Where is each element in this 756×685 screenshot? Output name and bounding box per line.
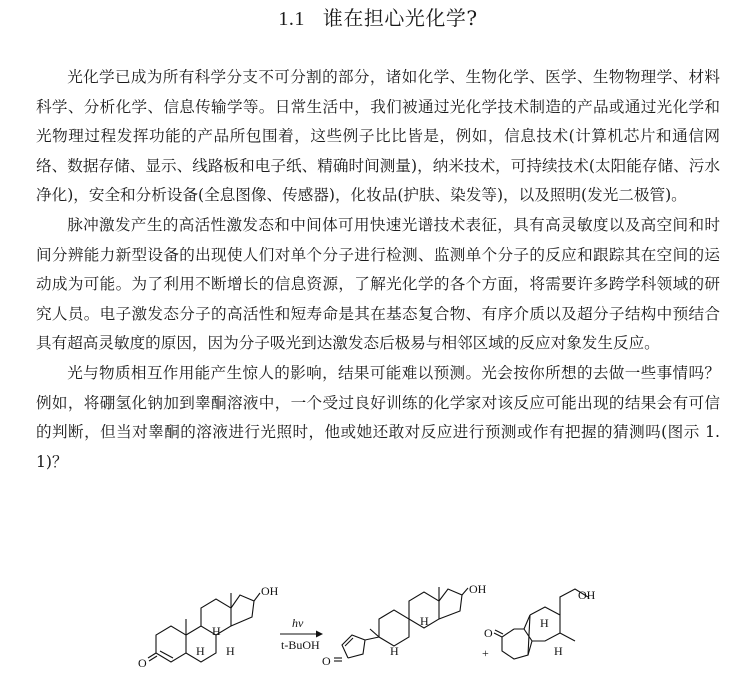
body-text — [36, 63, 720, 477]
product-1-h2-label: H — [390, 644, 399, 658]
arrow-condition-light: hν — [292, 616, 304, 630]
product-2-oh-label: OH — [578, 588, 596, 602]
section-title: 谁在担心光化学? — [322, 6, 478, 30]
arrow-condition-solvent: t-BuOH — [281, 638, 320, 652]
paragraph-1: 光化学已成为所有科学分支不可分割的部分，诸如化学、生物化学、医学、生物物理学、材料科学、分析化学、信息传输学等。日常生活中，我们被通过光化学技术制造的产品或通过光化学和光物理过程发挥功能的产品所包围着，这些例子比比皆是，例如，信息技术(计算机芯片和通信网络、数据存储、显示、线路板和电子纸、精确时间测量)，纳米技术，可持续技术(太阳能存储、污水净化)，安全和分析设备(全息图像、传感器)，化妆品(护肤、染发等)，以及照明(发光二极管)。 — [36, 68, 720, 205]
reaction-scheme — [130, 582, 596, 683]
product-1-h1-label: H — [420, 614, 429, 628]
plus-sign: + — [482, 646, 489, 660]
product-2-h1-label: H — [540, 616, 549, 630]
product-1-o-label: O — [322, 654, 331, 668]
product-2-o-label: O — [484, 626, 493, 640]
reactant-oh-label: OH — [261, 584, 279, 598]
reactant-h2-label: H — [196, 644, 205, 658]
section-heading — [0, 4, 756, 33]
reactant-h1-label: H — [212, 624, 221, 638]
paragraph-3: 光与物质相互作用能产生惊人的影响，结果可能难以预测。光会按你所想的去做一些事情吗？例如，将硼氢化钠加到睾酮溶液中，一个受过良好训练的化学家对该反应可能出现的结果会有可信的判断，但当对睾酮的溶液进行光照时，他或她还敢对反应进行预测或作有把握的猜测吗(图示 1.1)？ — [36, 363, 720, 471]
product-1-oh-label: OH — [469, 582, 487, 596]
paragraph-2: 脉冲激发产生的高活性激发态和中间体可用快速光谱技术表征，具有高灵敏度以及高空间和时间分辨能力新型设备的出现使人们对单个分子进行检测、监测单个分子的反应和跟踪其在空间的运动成为可能。为了利用不断增长的信息资源，了解光化学的各个方面，将需要许多跨学科领域的研究人员。电子激发态分子的高活性和短寿命是其在基态复合物、有序介质以及超分子结构中预结合具有超高灵敏度的原因，因为分子吸光到达激发态后极易与相邻区域的反应对象发生反应。 — [36, 215, 720, 353]
product-1-structure — [334, 587, 468, 661]
section-number: 1.1 — [278, 8, 305, 30]
product-2-h2-label: H — [554, 644, 563, 658]
reaction-arrow — [280, 631, 323, 638]
reactant-o-label: O — [138, 656, 147, 670]
reaction-scheme-svg — [130, 582, 596, 683]
reactant-h3-label: H — [226, 644, 235, 658]
